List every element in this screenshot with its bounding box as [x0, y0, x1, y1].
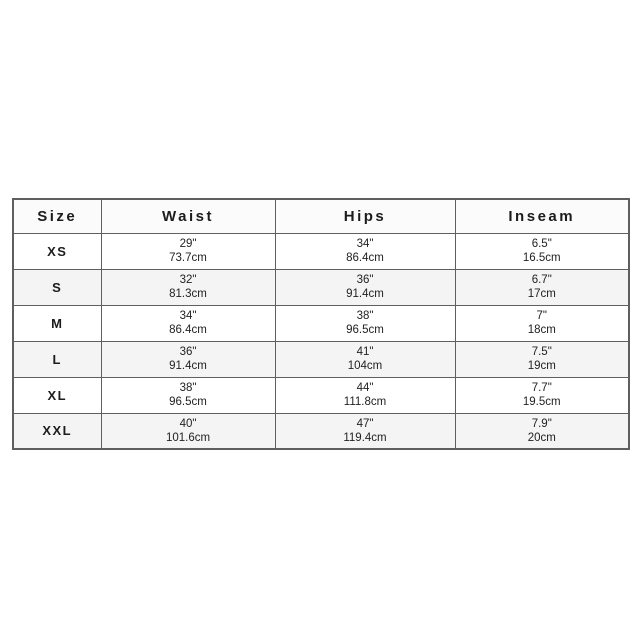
hips-cell	[275, 233, 455, 269]
waist-cm: 81.3cm	[169, 288, 207, 300]
table-row-s	[13, 269, 629, 305]
column-header-inseam: Inseam	[455, 199, 629, 233]
hips-cell	[275, 269, 455, 305]
waist-cell	[101, 413, 275, 449]
waist-cell	[101, 305, 275, 341]
hips-cell	[275, 341, 455, 377]
hips-cm: 119.4cm	[343, 431, 387, 444]
waist-inches: 32"	[179, 274, 197, 286]
inseam-cell	[455, 413, 629, 449]
size-label: S	[13, 269, 101, 305]
hips-inches: 38"	[356, 310, 374, 322]
inseam-inches: 6.7"	[531, 274, 552, 286]
column-header-hips: Hips	[275, 199, 455, 233]
size-label: XS	[13, 233, 101, 269]
table-body	[13, 233, 629, 449]
hips-cm: 111.8cm	[343, 396, 387, 408]
inseam-cm: 19cm	[527, 360, 556, 372]
hips-inches: 44"	[356, 382, 374, 394]
waist-inches: 38"	[179, 382, 197, 394]
inseam-cell	[455, 377, 629, 413]
inseam-inches: 6.5"	[531, 238, 552, 250]
header-row	[13, 199, 629, 233]
waist-cm: 91.4cm	[169, 360, 207, 372]
inseam-inches: 7"	[536, 310, 547, 322]
waist-inches: 40"	[179, 417, 197, 430]
waist-cell	[101, 341, 275, 377]
size-chart-table	[12, 198, 630, 450]
inseam-cm: 16.5cm	[522, 252, 561, 264]
inseam-cell	[455, 269, 629, 305]
waist-inches: 34"	[179, 310, 197, 322]
hips-cell	[275, 377, 455, 413]
waist-cm: 86.4cm	[169, 324, 207, 336]
inseam-inches: 7.5"	[531, 346, 552, 358]
inseam-cell	[455, 341, 629, 377]
size-label: M	[13, 305, 101, 341]
column-header-size: Size	[13, 199, 101, 233]
hips-cell	[275, 413, 455, 449]
hips-inches: 41"	[356, 346, 374, 358]
waist-inches: 29"	[179, 238, 197, 250]
table-header	[13, 199, 629, 233]
size-label: XXL	[13, 413, 101, 449]
hips-cell	[275, 305, 455, 341]
inseam-inches: 7.7"	[531, 382, 552, 394]
hips-inches: 34"	[356, 238, 374, 250]
inseam-cell	[455, 233, 629, 269]
waist-cm: 101.6cm	[165, 431, 211, 444]
hips-inches: 47"	[356, 417, 374, 430]
hips-cm: 104cm	[347, 360, 383, 372]
size-label: L	[13, 341, 101, 377]
column-header-waist: Waist	[101, 199, 275, 233]
hips-cm: 96.5cm	[346, 324, 384, 336]
inseam-inches: 7.9"	[531, 417, 552, 430]
hips-cm: 91.4cm	[346, 288, 384, 300]
waist-cm: 96.5cm	[169, 396, 207, 408]
inseam-cell	[455, 305, 629, 341]
waist-inches: 36"	[179, 346, 197, 358]
inseam-cm: 18cm	[527, 324, 556, 336]
table-row-xs	[13, 233, 629, 269]
table-row-xl	[13, 377, 629, 413]
hips-cm: 86.4cm	[346, 252, 384, 264]
table-row-l	[13, 341, 629, 377]
size-label: XL	[13, 377, 101, 413]
waist-cm: 73.7cm	[169, 252, 207, 264]
inseam-cm: 20cm	[527, 431, 556, 444]
table-row-m	[13, 305, 629, 341]
table-row-xxl	[13, 413, 629, 449]
waist-cell	[101, 269, 275, 305]
inseam-cm: 17cm	[527, 288, 556, 300]
waist-cell	[101, 233, 275, 269]
inseam-cm: 19.5cm	[522, 396, 561, 408]
hips-inches: 36"	[356, 274, 374, 286]
waist-cell	[101, 377, 275, 413]
